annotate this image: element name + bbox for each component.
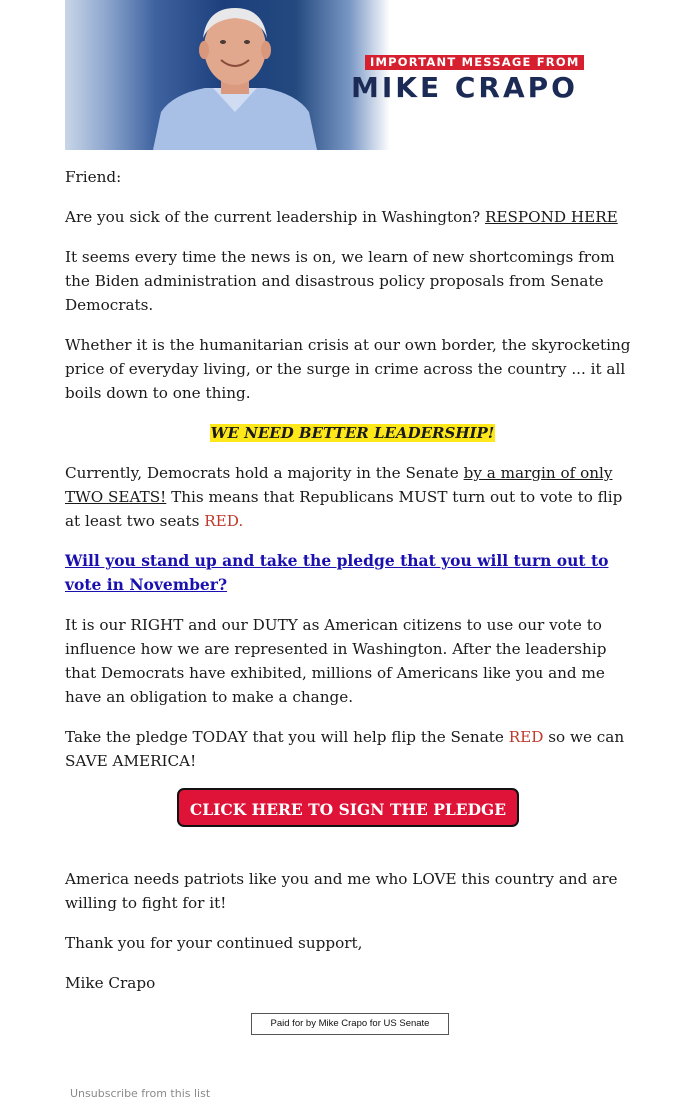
banner-name: MIKE CRAPO	[351, 71, 578, 104]
paragraph-2: It seems every time the news is on, we learn of new shortcomings from the Biden administration and disastrous policy proposals from Senate Democrats.	[65, 248, 615, 314]
candidate-photo	[65, 0, 390, 150]
paragraph-7: America needs patriots like you and me who LOVE this country and are willing to fight for it!	[65, 870, 618, 912]
pledge-link[interactable]: Will you stand up and take the pledge that you will turn out to vote in November?	[65, 551, 609, 594]
sign-pledge-button[interactable]: CLICK HERE TO SIGN THE PLEDGE	[177, 788, 519, 827]
paid-for-disclaimer: Paid for by Mike Crapo for US Senate	[251, 1013, 449, 1035]
paragraph-6-start: Take the pledge TODAY that you will help flip the Senate	[65, 728, 509, 746]
paragraph-4-start: Currently, Democrats hold a majority in the Senate	[65, 464, 464, 482]
pledge-paragraph	[65, 549, 640, 597]
header-banner	[65, 0, 635, 150]
headline: WE NEED BETTER LEADERSHIP!	[210, 424, 495, 442]
paragraph-5: It is our RIGHT and our DUTY as American citizens to use our vote to influence how we are represented in Washington. After the leadership that Democrats have exhibited, millions of Americans like you and me have an obligation to make a change.	[65, 616, 607, 706]
greeting: Friend:	[65, 168, 122, 186]
paragraph-4-mid: This means that Republicans MUST turn out to vote to flip at least two seats	[65, 488, 623, 530]
paragraph-4	[65, 461, 640, 533]
paragraph-6-end: so we can SAVE AMERICA!	[65, 728, 625, 770]
headline-row	[65, 421, 640, 445]
paragraph-6	[65, 725, 640, 773]
email-body	[65, 165, 640, 789]
paragraph-6-red: RED	[508, 728, 544, 746]
paragraph-1-text: Are you sick of the current leadership in Washington?	[65, 208, 485, 226]
cta-container	[177, 788, 523, 831]
email-closing	[65, 867, 640, 1011]
paragraph-3: Whether it is the humanitarian crisis at our own border, the skyrocketing price of everyday living, or the surge in crime across the country ... it all boils down to one thing.	[65, 336, 631, 402]
unsubscribe-link[interactable]: Unsubscribe from this list	[70, 1087, 211, 1100]
paragraph-8: Thank you for your continued support,	[65, 934, 363, 952]
signature: Mike Crapo	[65, 974, 156, 992]
paragraph-1	[65, 205, 640, 229]
respond-here-link[interactable]: RESPOND HERE	[484, 208, 618, 226]
paragraph-4-underlined: by a margin of only TWO SEATS!	[65, 464, 613, 506]
paragraph-4-red: RED.	[204, 512, 244, 530]
banner-label: IMPORTANT MESSAGE FROM	[365, 55, 584, 70]
